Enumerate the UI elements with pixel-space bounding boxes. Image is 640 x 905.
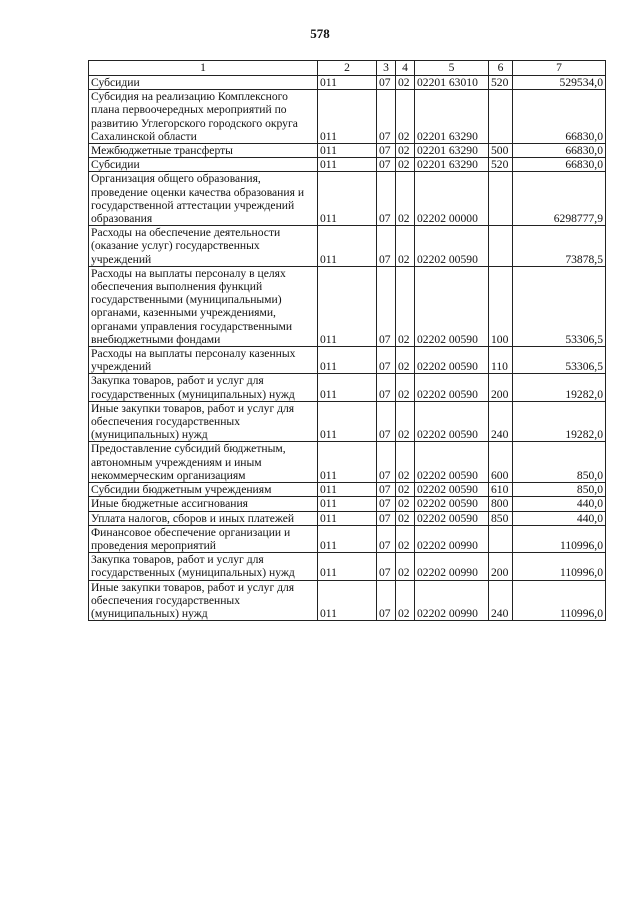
column-header-6: 6 xyxy=(489,61,513,76)
row-col2-cell: 011 xyxy=(318,144,377,158)
row-name-cell: Расходы на обеспечение деятельности (оказание услуг) государственных учреждений xyxy=(89,226,318,267)
row-col5-cell: 02202 00590 xyxy=(415,401,489,442)
table-row xyxy=(89,90,606,144)
row-col4-cell: 02 xyxy=(396,553,415,580)
page-number: 578 xyxy=(310,26,330,41)
row-col2-cell: 011 xyxy=(318,266,377,346)
row-col3-cell: 07 xyxy=(377,266,396,346)
row-col2-cell: 011 xyxy=(318,90,377,144)
table-row xyxy=(89,144,606,158)
row-col5-cell: 02202 00590 xyxy=(415,511,489,525)
row-col6-cell: 100 xyxy=(489,266,513,346)
row-col2-cell: 011 xyxy=(318,158,377,172)
row-col2-cell: 011 xyxy=(318,442,377,483)
row-col3-cell: 07 xyxy=(377,144,396,158)
table-row xyxy=(89,347,606,374)
row-col3-cell: 07 xyxy=(377,497,396,511)
budget-table xyxy=(88,60,606,621)
table-row xyxy=(89,442,606,483)
row-col6-cell xyxy=(489,525,513,552)
column-header-4: 4 xyxy=(396,61,415,76)
column-header-1: 1 xyxy=(89,61,318,76)
row-col4-cell: 02 xyxy=(396,580,415,621)
row-name-cell: Организация общего образования, проведение оценки качества образования и государственной аттестации учреждений образования xyxy=(89,172,318,226)
row-col7-cell: 66830,0 xyxy=(513,158,606,172)
row-col4-cell: 02 xyxy=(396,347,415,374)
row-col7-cell: 53306,5 xyxy=(513,347,606,374)
row-col2-cell: 011 xyxy=(318,401,377,442)
row-col4-cell: 02 xyxy=(396,525,415,552)
row-col5-cell: 02202 00990 xyxy=(415,525,489,552)
row-col7-cell: 850,0 xyxy=(513,483,606,497)
row-col6-cell xyxy=(489,172,513,226)
row-col3-cell: 07 xyxy=(377,374,396,401)
row-col2-cell: 011 xyxy=(318,525,377,552)
row-col7-cell: 440,0 xyxy=(513,497,606,511)
row-col5-cell: 02201 63290 xyxy=(415,158,489,172)
table-row xyxy=(89,525,606,552)
row-name-cell: Иные закупки товаров, работ и услуг для обеспечения государственных (муниципальных) нужд xyxy=(89,401,318,442)
row-name-cell: Субсидии бюджетным учреждениям xyxy=(89,483,318,497)
row-name-cell: Субсидии xyxy=(89,76,318,90)
row-col2-cell: 011 xyxy=(318,483,377,497)
row-col5-cell: 02202 00590 xyxy=(415,497,489,511)
row-name-cell: Уплата налогов, сборов и иных платежей xyxy=(89,511,318,525)
row-col7-cell: 66830,0 xyxy=(513,144,606,158)
row-col2-cell: 011 xyxy=(318,172,377,226)
row-col7-cell: 110996,0 xyxy=(513,525,606,552)
row-col6-cell: 850 xyxy=(489,511,513,525)
row-col6-cell: 520 xyxy=(489,158,513,172)
table-row xyxy=(89,76,606,90)
row-col5-cell: 02202 00590 xyxy=(415,266,489,346)
row-col7-cell: 110996,0 xyxy=(513,580,606,621)
row-col3-cell: 07 xyxy=(377,511,396,525)
row-col5-cell: 02202 00590 xyxy=(415,374,489,401)
row-name-cell: Закупка товаров, работ и услуг для государственных (муниципальных) нужд xyxy=(89,374,318,401)
table-row xyxy=(89,483,606,497)
row-col4-cell: 02 xyxy=(396,266,415,346)
row-col5-cell: 02202 00590 xyxy=(415,226,489,267)
row-name-cell: Иные закупки товаров, работ и услуг для обеспечения государственных (муниципальных) нужд xyxy=(89,580,318,621)
row-col2-cell: 011 xyxy=(318,226,377,267)
row-col7-cell: 66830,0 xyxy=(513,90,606,144)
row-col7-cell: 19282,0 xyxy=(513,401,606,442)
row-name-cell: Субсидии xyxy=(89,158,318,172)
row-col2-cell: 011 xyxy=(318,580,377,621)
table-row xyxy=(89,226,606,267)
row-col6-cell: 240 xyxy=(489,580,513,621)
row-col3-cell: 07 xyxy=(377,525,396,552)
row-col4-cell: 02 xyxy=(396,76,415,90)
row-name-cell: Субсидия на реализацию Комплексного плана первоочередных мероприятий по развитию Углегорского городского округа Сахалинской области xyxy=(89,90,318,144)
row-col5-cell: 02202 00990 xyxy=(415,553,489,580)
row-col4-cell: 02 xyxy=(396,90,415,144)
row-col3-cell: 07 xyxy=(377,347,396,374)
row-col6-cell xyxy=(489,226,513,267)
row-col5-cell: 02202 00590 xyxy=(415,442,489,483)
row-name-cell: Иные бюджетные ассигнования xyxy=(89,497,318,511)
row-col7-cell: 73878,5 xyxy=(513,226,606,267)
row-name-cell: Закупка товаров, работ и услуг для государственных (муниципальных) нужд xyxy=(89,553,318,580)
row-col3-cell: 07 xyxy=(377,172,396,226)
row-col7-cell: 110996,0 xyxy=(513,553,606,580)
row-col2-cell: 011 xyxy=(318,76,377,90)
row-col6-cell: 520 xyxy=(489,76,513,90)
table-header-row xyxy=(89,61,606,76)
table-row xyxy=(89,172,606,226)
row-col4-cell: 02 xyxy=(396,401,415,442)
row-col4-cell: 02 xyxy=(396,158,415,172)
row-col7-cell: 6298777,9 xyxy=(513,172,606,226)
row-col2-cell: 011 xyxy=(318,511,377,525)
row-col5-cell: 02201 63010 xyxy=(415,76,489,90)
row-col3-cell: 07 xyxy=(377,483,396,497)
row-name-cell: Межбюджетные трансферты xyxy=(89,144,318,158)
row-col6-cell: 110 xyxy=(489,347,513,374)
table-body xyxy=(89,76,606,621)
row-col7-cell: 53306,5 xyxy=(513,266,606,346)
row-col5-cell: 02202 00590 xyxy=(415,483,489,497)
row-col3-cell: 07 xyxy=(377,158,396,172)
column-header-5: 5 xyxy=(415,61,489,76)
row-col2-cell: 011 xyxy=(318,497,377,511)
row-col6-cell: 610 xyxy=(489,483,513,497)
row-name-cell: Предоставление субсидий бюджетным, автономным учреждениям и иным некоммерческим организациям xyxy=(89,442,318,483)
table-row xyxy=(89,374,606,401)
row-col4-cell: 02 xyxy=(396,511,415,525)
table-row xyxy=(89,511,606,525)
row-col5-cell: 02202 00990 xyxy=(415,580,489,621)
row-col4-cell: 02 xyxy=(396,497,415,511)
row-col7-cell: 440,0 xyxy=(513,511,606,525)
column-header-2: 2 xyxy=(318,61,377,76)
row-col6-cell: 200 xyxy=(489,553,513,580)
row-col4-cell: 02 xyxy=(396,483,415,497)
row-col5-cell: 02202 00590 xyxy=(415,347,489,374)
row-col3-cell: 07 xyxy=(377,401,396,442)
row-col4-cell: 02 xyxy=(396,374,415,401)
table-row xyxy=(89,553,606,580)
row-col3-cell: 07 xyxy=(377,580,396,621)
row-col4-cell: 02 xyxy=(396,226,415,267)
row-col4-cell: 02 xyxy=(396,172,415,226)
row-col5-cell: 02201 63290 xyxy=(415,90,489,144)
row-col3-cell: 07 xyxy=(377,226,396,267)
table-row xyxy=(89,497,606,511)
row-col4-cell: 02 xyxy=(396,442,415,483)
table-row xyxy=(89,401,606,442)
column-header-3: 3 xyxy=(377,61,396,76)
row-col5-cell: 02201 63290 xyxy=(415,144,489,158)
row-name-cell: Финансовое обеспечение организации и проведения мероприятий xyxy=(89,525,318,552)
row-col6-cell xyxy=(489,90,513,144)
row-col3-cell: 07 xyxy=(377,90,396,144)
row-col4-cell: 02 xyxy=(396,144,415,158)
row-col7-cell: 850,0 xyxy=(513,442,606,483)
row-name-cell: Расходы на выплаты персоналу казенных учреждений xyxy=(89,347,318,374)
row-col6-cell: 800 xyxy=(489,497,513,511)
row-col5-cell: 02202 00000 xyxy=(415,172,489,226)
table-row xyxy=(89,158,606,172)
row-col3-cell: 07 xyxy=(377,553,396,580)
row-col6-cell: 600 xyxy=(489,442,513,483)
row-name-cell: Расходы на выплаты персоналу в целях обеспечения выполнения функций государственными (муниципальными) органами, казенными учреждениями, органами управления государственными внебюджетными фондами xyxy=(89,266,318,346)
row-col7-cell: 529534,0 xyxy=(513,76,606,90)
row-col6-cell: 500 xyxy=(489,144,513,158)
row-col2-cell: 011 xyxy=(318,374,377,401)
table-row xyxy=(89,266,606,346)
table-row xyxy=(89,580,606,621)
row-col2-cell: 011 xyxy=(318,347,377,374)
row-col7-cell: 19282,0 xyxy=(513,374,606,401)
row-col2-cell: 011 xyxy=(318,553,377,580)
row-col6-cell: 200 xyxy=(489,374,513,401)
row-col6-cell: 240 xyxy=(489,401,513,442)
row-col3-cell: 07 xyxy=(377,76,396,90)
column-header-7: 7 xyxy=(513,61,606,76)
row-col3-cell: 07 xyxy=(377,442,396,483)
